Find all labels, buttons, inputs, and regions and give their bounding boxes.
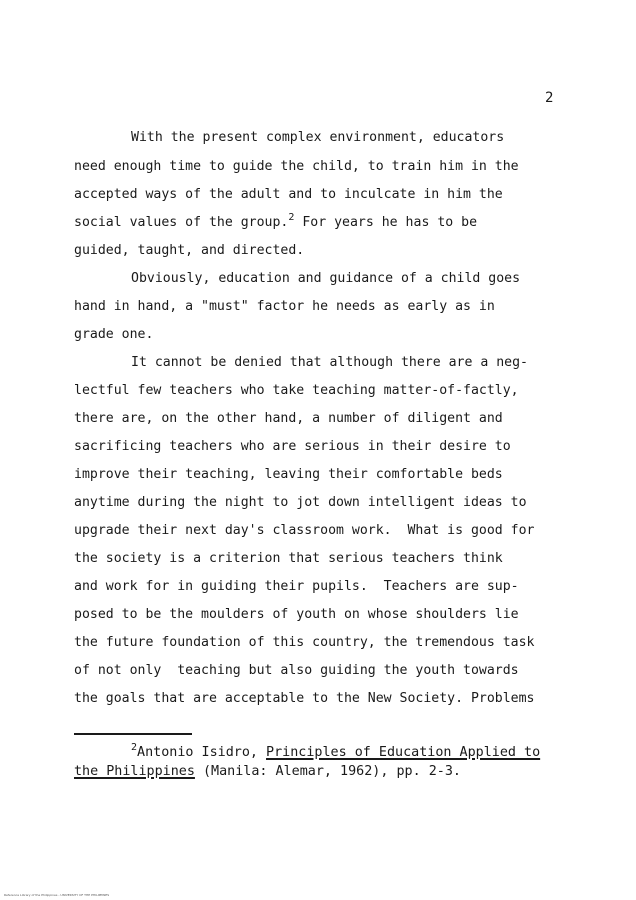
paragraph-1-line-3: accepted ways of the adult and to inculcate in him the — [74, 187, 503, 202]
paragraph-3-line-4: sacrificing teachers who are serious in their desire to — [74, 439, 511, 454]
paragraph-3-line-12: of not only teaching but also guiding the youth towards — [74, 663, 519, 678]
paragraph-1-line-5: guided, taught, and directed. — [74, 243, 305, 258]
page-number: 2 — [545, 90, 554, 106]
paragraph-3-line-13: the goals that are acceptable to the New Society. Problems — [74, 691, 535, 706]
paragraph-1-line-1: With the present complex environment, educators — [131, 130, 505, 145]
footnote-author: Antonio Isidro, — [137, 745, 267, 760]
footnote-publication: (Manila: Alemar, 1962), pp. 2-3. — [194, 764, 461, 779]
paragraph-3-line-3: there are, on the other hand, a number of diligent and — [74, 411, 503, 426]
paragraph-2-line-2: hand in hand, a "must" factor he needs as early as in — [74, 299, 495, 314]
footnote-line-2 — [74, 764, 461, 780]
paragraph-3-line-7: upgrade their next day's classroom work. What is good for — [74, 523, 535, 538]
paragraph-3-line-5: improve their teaching, leaving their comfortable beds — [74, 467, 503, 482]
paragraph-3-line-11: the future foundation of this country, the tremendous task — [74, 635, 535, 650]
footnote-divider — [74, 733, 192, 735]
footnote-line-1 — [131, 742, 541, 761]
paragraph-3-line-8: the society is a criterion that serious teachers think — [74, 551, 503, 566]
paragraph-2-line-1: Obviously, education and guidance of a child goes — [131, 271, 521, 286]
paragraph-3-line-2: lectful few teachers who take teaching matter-of-factly, — [74, 383, 519, 398]
paragraph-1-line-4b: For years he has to be — [294, 215, 478, 230]
paragraph-3-line-6: anytime during the night to jot down intelligent ideas to — [74, 495, 527, 510]
archive-footer: Reference Library of the Philippines - UNIVERSITY OF THE PHILIPPINES — [4, 893, 110, 897]
paragraph-3-line-10: posed to be the moulders of youth on whose shoulders lie — [74, 607, 519, 622]
paragraph-3-line-9: and work for in guiding their pupils. Teachers are sup- — [74, 579, 519, 594]
paragraph-1-line-4 — [74, 212, 478, 231]
footnote-reference: 2 — [288, 212, 295, 223]
paragraph-1-line-2: need enough time to guide the child, to train him in the — [74, 159, 519, 174]
paragraph-1-line-4a: social values of the group. — [74, 215, 289, 230]
footnote-title-part-2: the Philippines — [74, 764, 195, 779]
paragraph-3-line-1: It cannot be denied that although there are a neg- — [131, 355, 528, 370]
paragraph-2-line-3: grade one. — [74, 327, 154, 342]
footnote-title-part-1: Principles of Education Applied to — [266, 745, 541, 760]
footnote-marker: 2 — [131, 742, 138, 753]
